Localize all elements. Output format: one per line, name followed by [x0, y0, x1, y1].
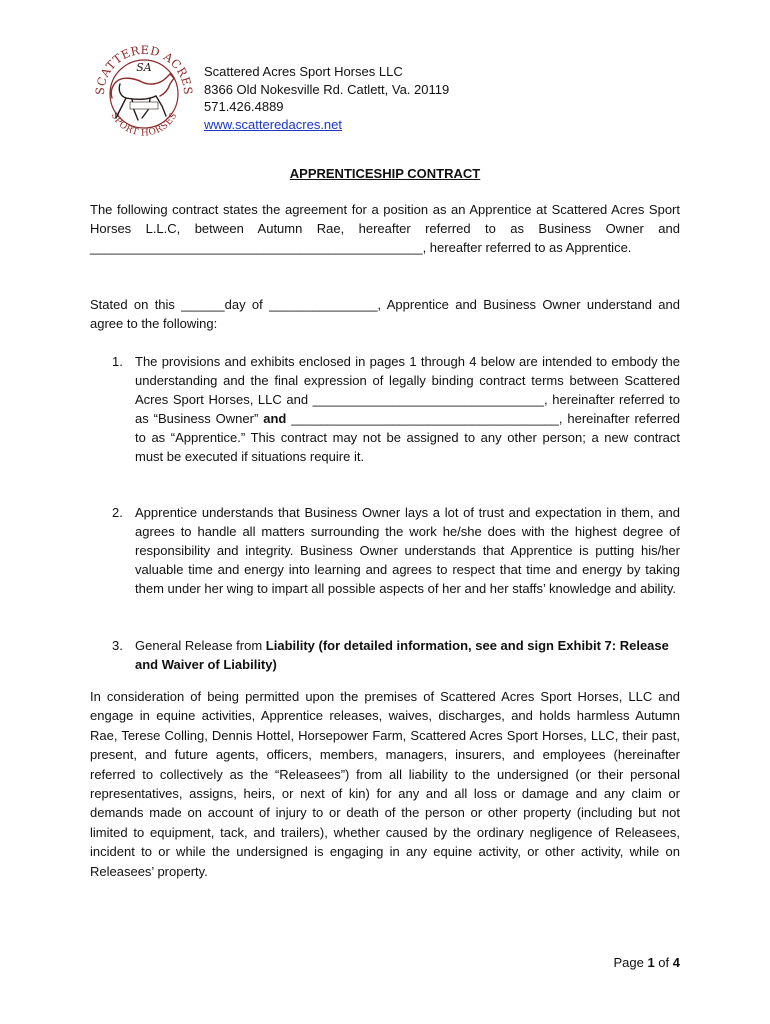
logo-text-top: SCATTERED ACRES [92, 42, 196, 96]
stated-paragraph: Stated on this ______day of _______________, Apprentice and Business Owner understand and agree to the following: [90, 297, 680, 331]
list-item [112, 352, 680, 466]
list-item-text-continued: _____________________________________, hereinafter referred to as “Apprentice.” This contract may not be assigned to any other person; a new contract must be executed if situations require it. [135, 411, 680, 464]
company-name: Scattered Acres Sport Horses LLC [204, 64, 403, 79]
page-label: Page [613, 955, 644, 970]
logo-plaque [130, 102, 158, 109]
list-item-body: Apprentice understands that Business Owner lays a lot of trust and expectation in them, and agrees to handle all matters surrounding the work he/she does with the highest degree of responsibility and integrity. Business Owner understands that Apprentice is putting his/her valuable time and energy into learning and agrees to respect that time and energy by taking them under her wing to impart all possible aspects of her and her staffs’ knowledge and ability. [135, 505, 680, 596]
company-phone: 571.426.4889 [204, 99, 284, 114]
list-item [112, 503, 680, 598]
company-address: 8366 Old Nokesville Rd. Catlett, Va. 20119 [204, 81, 450, 97]
company-website-link[interactable]: www.scatteredacres.net [204, 116, 343, 132]
consideration-paragraph: In consideration of being permitted upon the premises of Scattered Acres Sport Horses, LLC and engage in equine activities, Apprentice releases, waives, discharges, and holds harmless Autumn Rae, Terese Colling, Dennis Hottel, Horsepower Farm, Scattered Acres Sport Horses, LLC, their past, present, and future agents, officers, members, managers, insurers, and employees (hereinafter referred to collectively as the “Releasees”) from all liability to the undersigned (or their personal representatives, assigns, heirs, or next of kin) for any and all loss or damage and any claim or demands made on account of injury to or death of the person or other property (including but not limited to equipment, tack, and trailers), whether caused by the ordinary negligence of Releasees, incident to or while the undersigned is engaging in any equine activity, or other activity, while on Releasees’ property. [90, 689, 680, 879]
list-item-number: 3. [112, 638, 123, 653]
list-item-bold-text: Liability (for detailed information, see and sign Exhibit 7: Release and Waiver of Liability) [135, 638, 669, 672]
intro-paragraph: The following contract states the agreement for a position as an Apprentice at Scattered Acres Sport Horses L.L.C, between Autumn Rae, hereafter referred to as Business Owner and ______________________________________________, hereafter referred to as Apprentice. [90, 202, 680, 255]
list-item-number: 2. [112, 505, 123, 520]
logo-monogram: SA [136, 61, 152, 74]
logo-graphic [90, 38, 198, 148]
list-item-body [135, 636, 680, 674]
list-item-body [135, 352, 680, 466]
company-logo [90, 38, 198, 148]
list-item-and: and [263, 411, 287, 426]
current-page: 1 [647, 955, 655, 970]
list-item-number: 1. [112, 354, 123, 369]
of-label: of [658, 955, 670, 970]
logo-text-bottom: SPORT HORSES [108, 110, 180, 139]
page-number [613, 955, 680, 970]
list-item-text: General Release from [135, 638, 266, 653]
list-item [112, 636, 680, 674]
company-header [204, 63, 449, 133]
total-pages: 4 [672, 955, 680, 970]
list-item-text: The provisions and exhibits enclosed in pages 1 through 4 below are intended to embody the understanding and the final expression of legally binding contract terms between Scattered Acres Sport Horses, LLC and ________________________________, hereinafter referred to as “Business Owner” [135, 354, 680, 426]
horse-icon [111, 74, 174, 120]
document-title: APPRENTICESHIP CONTRACT [289, 166, 481, 181]
